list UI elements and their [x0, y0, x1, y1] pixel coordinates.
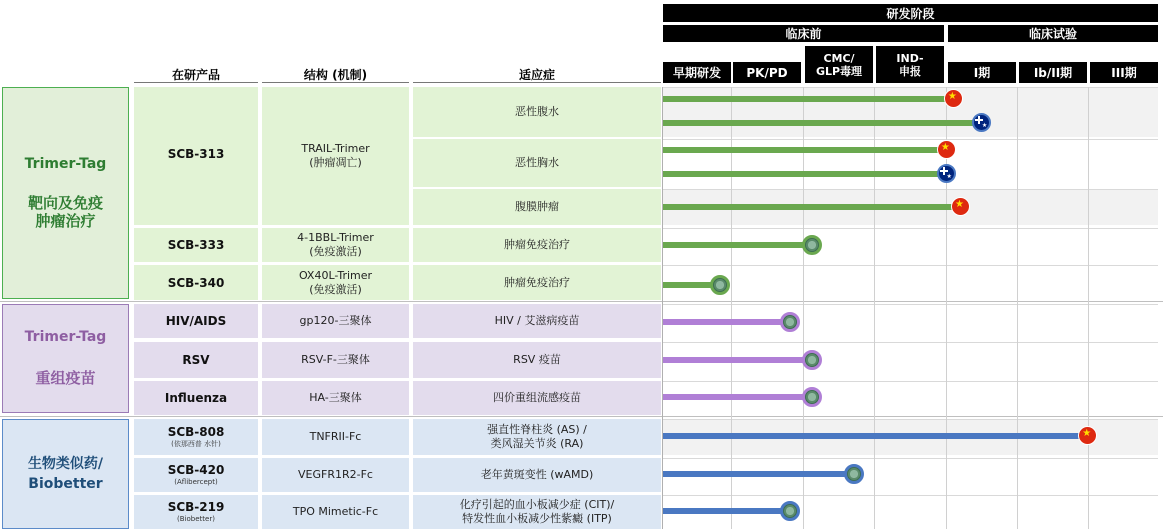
pipeline-bar	[663, 120, 981, 126]
product-subtitle: (Biobetter)	[177, 515, 215, 523]
product-name: SCB-808	[167, 425, 225, 439]
product-column-header	[134, 66, 258, 83]
phase-gridline	[803, 87, 804, 529]
category-oncology-line2: 靶向及免疫 肿瘤治疗	[27, 194, 103, 230]
pipeline-bar	[663, 471, 854, 477]
china-flag-icon	[944, 89, 963, 108]
stage-header	[663, 4, 1158, 22]
australia-flag-icon	[937, 164, 956, 183]
product-name: RSV	[182, 353, 210, 367]
product-cell	[134, 87, 258, 225]
indication-cell: 恶性腹水	[413, 87, 661, 137]
preclinical-header	[663, 25, 944, 42]
structure-column-label: 结构 (机制)	[303, 68, 368, 82]
pipeline-bar	[663, 204, 960, 210]
indication-cell: 老年黄斑变性 (wAMD)	[413, 458, 661, 492]
product-subtitle: (Aflibercept)	[174, 478, 218, 486]
flag-star-icon: ★	[947, 91, 957, 102]
product-cell	[134, 304, 258, 338]
pipeline-bar	[663, 171, 946, 177]
indication-column-label: 适应症	[518, 68, 555, 82]
indication-column-header	[413, 66, 661, 83]
phase-gridline	[731, 87, 732, 529]
structure-cell: TPO Mimetic-Fc	[262, 495, 409, 529]
category-separator	[0, 416, 1163, 417]
structure-column-header	[262, 66, 409, 83]
global-marker-icon	[710, 275, 730, 295]
structure-cell: HA-三聚体	[262, 381, 409, 415]
product-name: SCB-313	[167, 147, 225, 161]
indication-cell: 恶性胸水	[413, 139, 661, 187]
china-flag-icon	[937, 140, 956, 159]
product-cell	[134, 265, 258, 300]
product-column-label: 在研产品	[171, 68, 220, 82]
phase-gridline	[1088, 87, 1089, 529]
pipeline-bar	[663, 433, 1087, 439]
indication-cell: HIV / 艾滋病疫苗	[413, 304, 661, 338]
preclinical-header-label: 临床前	[785, 27, 822, 41]
product-name: Influenza	[164, 391, 228, 405]
category-biosimilar	[2, 419, 129, 529]
indication-cell: 强直性脊柱炎 (AS) / 类风湿关节炎 (RA)	[413, 419, 661, 455]
product-name: HIV/AIDS	[165, 314, 227, 328]
structure-cell: OX40L-Trimer (免疫激活)	[262, 265, 409, 300]
pipeline-bar	[663, 394, 812, 400]
product-cell	[134, 381, 258, 415]
indication-cell: RSV 疫苗	[413, 342, 661, 378]
indication-cell: 肿瘤免疫治疗	[413, 265, 661, 300]
product-name: SCB-420	[167, 463, 225, 477]
category-vaccine-line1: Trimer-Tag	[24, 329, 107, 345]
indication-cell: 化疗引起的血小板减少症 (CIT)/ 特发性血小板减少性紫癜 (ITP)	[413, 495, 661, 529]
pipeline-bar	[663, 96, 953, 102]
global-marker-icon	[844, 464, 864, 484]
global-marker-icon	[802, 350, 822, 370]
product-cell	[134, 228, 258, 262]
product-name: SCB-219	[167, 500, 225, 514]
phase-gridline	[1017, 87, 1018, 529]
category-oncology-line1: Trimer-Tag	[24, 156, 107, 172]
phase-header-7: III期	[1090, 62, 1158, 83]
category-vaccine-line2: 重组疫苗	[35, 369, 96, 387]
structure-cell: TRAIL-Trimer (肿瘤凋亡)	[262, 87, 409, 225]
phase-header-1: 早期研发	[663, 62, 731, 83]
flag-star-icon: ★	[940, 142, 950, 153]
phase-header-6: Ib/II期	[1019, 62, 1087, 83]
southern-cross-icon: ★	[981, 122, 988, 129]
phase-header-5: I期	[948, 62, 1016, 83]
category-oncology	[2, 87, 129, 299]
pipeline-bar	[663, 242, 812, 248]
southern-cross-icon: ★	[946, 173, 952, 180]
pipeline-bar	[663, 357, 812, 363]
global-marker-icon	[802, 235, 822, 255]
global-marker-icon	[802, 387, 822, 407]
pipeline-bar	[663, 319, 790, 325]
phase-header-4: IND- 申报	[876, 46, 944, 83]
structure-cell: VEGFR1R2-Fc	[262, 458, 409, 492]
phase-header-3: CMC/ GLP毒理	[805, 46, 873, 83]
chart-lane	[663, 87, 1158, 137]
chart-lane	[663, 265, 1158, 300]
product-name: SCB-333	[167, 238, 225, 252]
china-flag-icon	[951, 197, 970, 216]
flag-star-icon: ★	[1082, 428, 1092, 439]
indication-cell: 肿瘤免疫治疗	[413, 228, 661, 262]
product-cell	[134, 495, 258, 529]
category-separator	[0, 301, 1163, 302]
phase-header-2: PK/PD	[733, 62, 801, 83]
category-biosimilar-line1: 生物类似药/ Biobetter	[27, 456, 104, 492]
structure-cell: gp120-三聚体	[262, 304, 409, 338]
pipeline-bar	[663, 508, 790, 514]
stage-header-label: 研发阶段	[886, 6, 935, 21]
product-name: SCB-340	[167, 275, 225, 290]
structure-cell: TNFRII-Fc	[262, 419, 409, 455]
chart-left-axis	[662, 87, 663, 529]
category-vaccine	[2, 304, 129, 413]
product-cell	[134, 458, 258, 492]
structure-cell: 4-1BBL-Trimer (免疫激活)	[262, 228, 409, 262]
structure-cell: RSV-F-三聚体	[262, 342, 409, 378]
pipeline-bar	[663, 147, 946, 153]
product-subtitle: (依那西普 水针)	[171, 440, 221, 448]
clinical-header-label: 临床试验	[1028, 27, 1077, 41]
indication-cell: 四价重组流感疫苗	[413, 381, 661, 415]
product-cell	[134, 342, 258, 378]
phase-gridline	[874, 87, 875, 529]
clinical-header	[948, 25, 1158, 42]
flag-star-icon: ★	[955, 199, 964, 210]
product-cell	[134, 419, 258, 455]
indication-cell: 腹膜肿瘤	[413, 189, 661, 225]
